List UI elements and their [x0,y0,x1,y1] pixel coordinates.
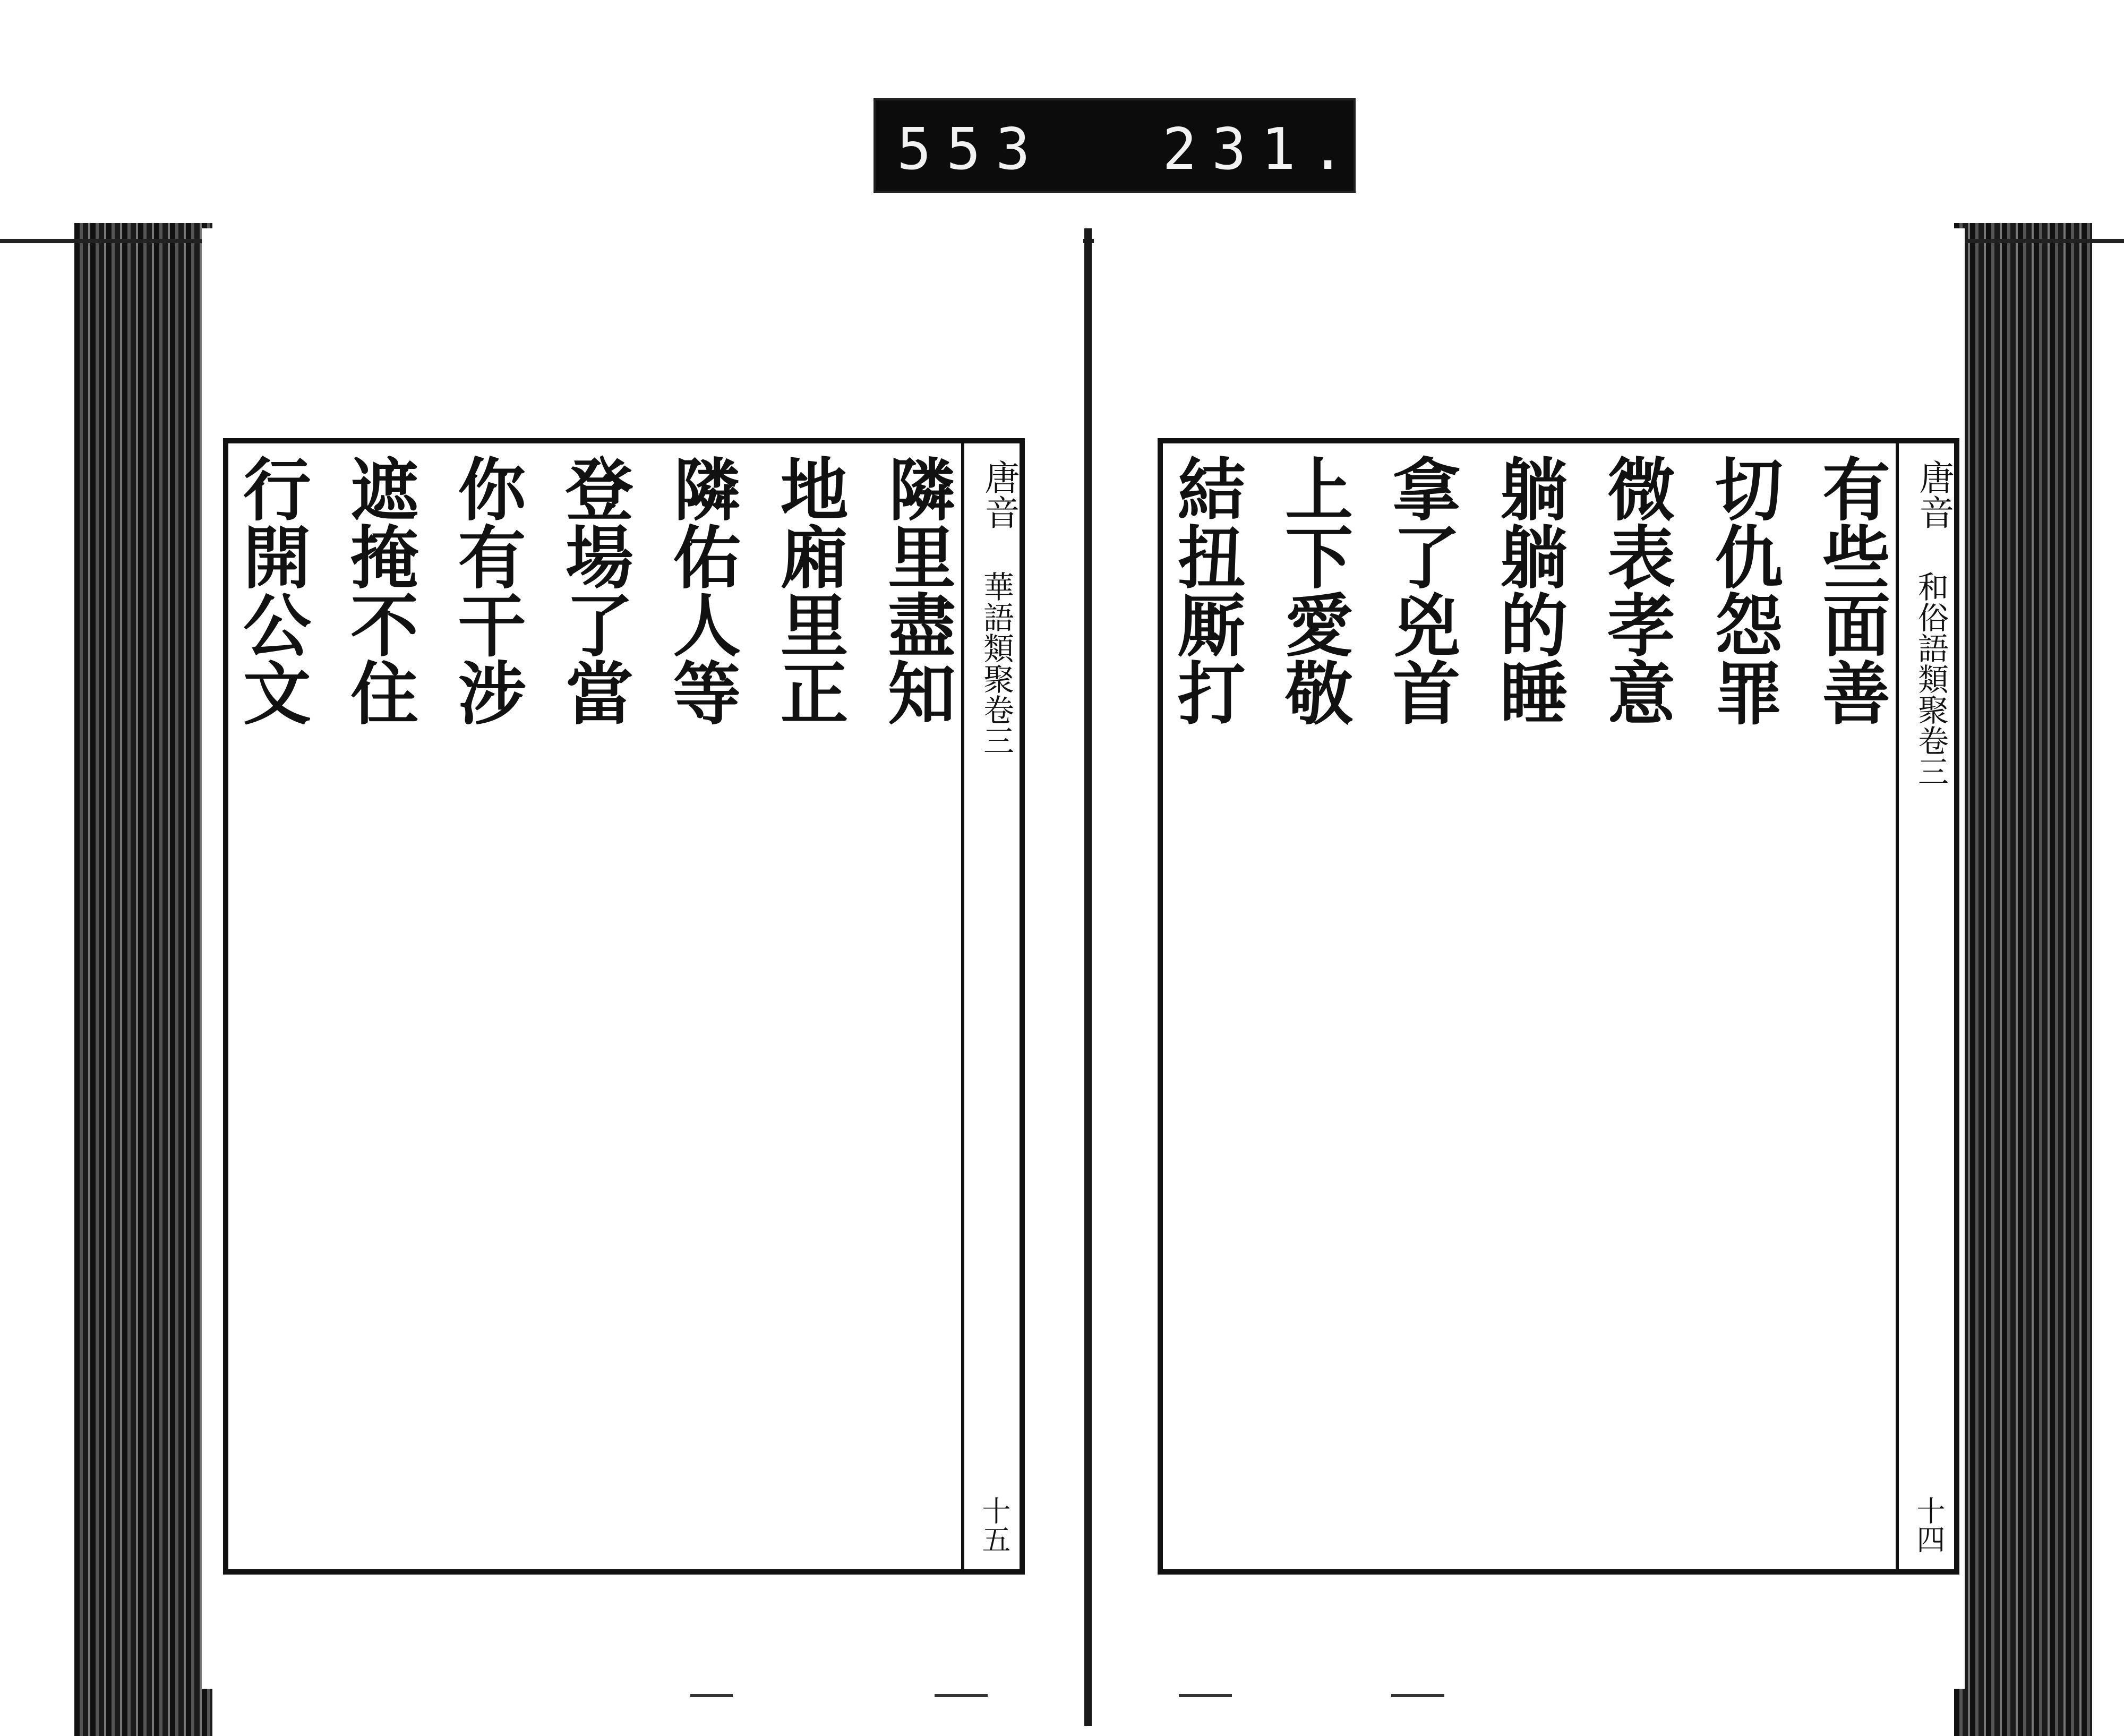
book-gutter [1084,228,1092,1726]
left-running-head: 唐音 [979,459,1020,529]
page-mark [935,1694,988,1697]
left-book-title: 華語類聚卷三 [978,571,1014,756]
label-right-number: 231. [1162,116,1360,183]
text-column: 切仇怨罪 [1703,454,1783,726]
right-text-columns [1168,454,1888,1559]
text-column: 登場了當 [553,454,633,726]
left-text-columns [231,454,956,1559]
left-page-frame [223,438,1025,1575]
text-column: 上下愛敬 [1273,454,1354,726]
right-page-hashira [1896,443,1954,1569]
text-column: 行開公文 [231,454,311,726]
page-mark [1391,1694,1444,1697]
text-column: 微表孝意 [1596,454,1676,726]
right-running-head: 唐音 [1913,459,1954,529]
page-mark [1179,1694,1232,1697]
right-page-frame [1158,438,1959,1575]
text-column: 躺躺的睡 [1488,454,1568,726]
left-page-hashira [961,443,1020,1569]
right-book-title: 和俗語類聚卷三 [1913,571,1949,786]
text-column: 你有干涉 [446,454,526,726]
catalog-label [873,98,1360,193]
label-left-number: 553 [897,116,1046,183]
book-edge-right [1954,223,2092,1736]
text-column: 有些面善 [1810,454,1890,726]
text-column: 結扭厮打 [1166,454,1246,726]
text-column: 地廂里正 [768,454,849,726]
book-edge-left [74,223,212,1736]
text-column: 拿了兇首 [1381,454,1461,726]
text-column: 遮掩不住 [339,454,419,726]
text-column: 隣佑人等 [661,454,741,726]
right-page-number: 十四 [1912,1496,1946,1553]
text-column: 隣里盡知 [876,454,956,726]
left-page-number: 十五 [978,1496,1011,1553]
page-mark [690,1694,733,1697]
